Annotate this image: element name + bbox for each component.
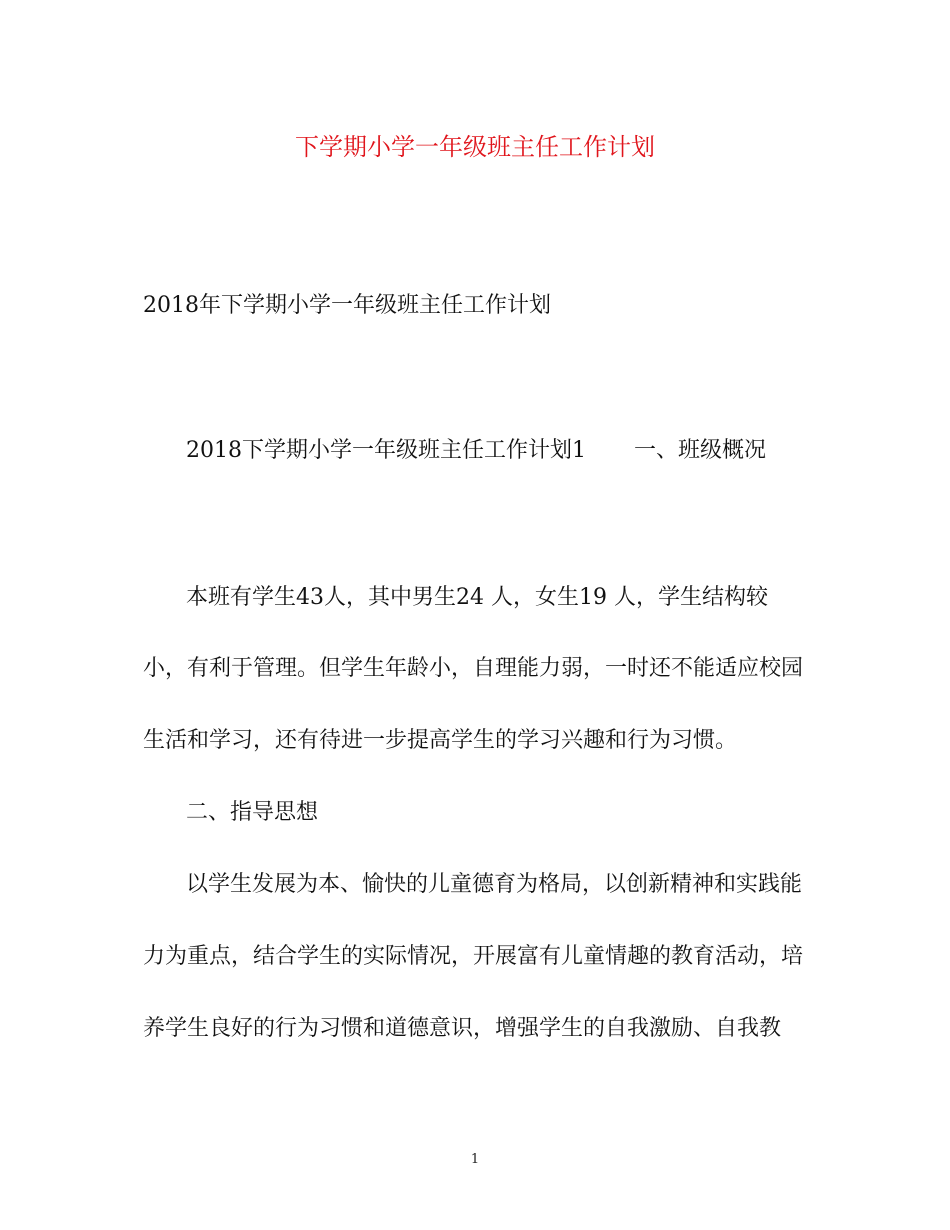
section-line [186, 437, 766, 465]
document-subtitle: 2018年下学期小学一年级班主任工作计划 [143, 293, 551, 318]
paragraph2-line-3: 养学生良好的行为习惯和道德意识，增强学生的自我激励、自我教 [143, 1016, 782, 1041]
paragraph1-line-1: 本班有学生43人，其中男生24 人，女生19 人，学生结构较 [186, 585, 768, 610]
section-plan-label: 2018下学期小学一年级班主任工作计划1 [186, 438, 586, 463]
document-title: 下学期小学一年级班主任工作计划 [295, 133, 655, 161]
paragraph1-line-2: 小，有利于管理。但学生年龄小，自理能力弱，一时还不能适应校园 [143, 656, 804, 681]
paragraph2-line-2: 力为重点，结合学生的实际情况，开展富有儿童情趣的教育活动，培 [143, 944, 804, 969]
paragraph2-line-1: 以学生发展为本、愉快的儿童德育为格局，以创新精神和实践能 [186, 872, 803, 897]
page-number: 1 [470, 1152, 480, 1167]
section-heading-1: 一、班级概况 [634, 438, 767, 463]
section-heading-2: 二、指导思想 [186, 800, 319, 825]
paragraph1-line-3: 生活和学习，还有待进一步提高学生的学习兴趣和行为习惯。 [143, 728, 738, 753]
